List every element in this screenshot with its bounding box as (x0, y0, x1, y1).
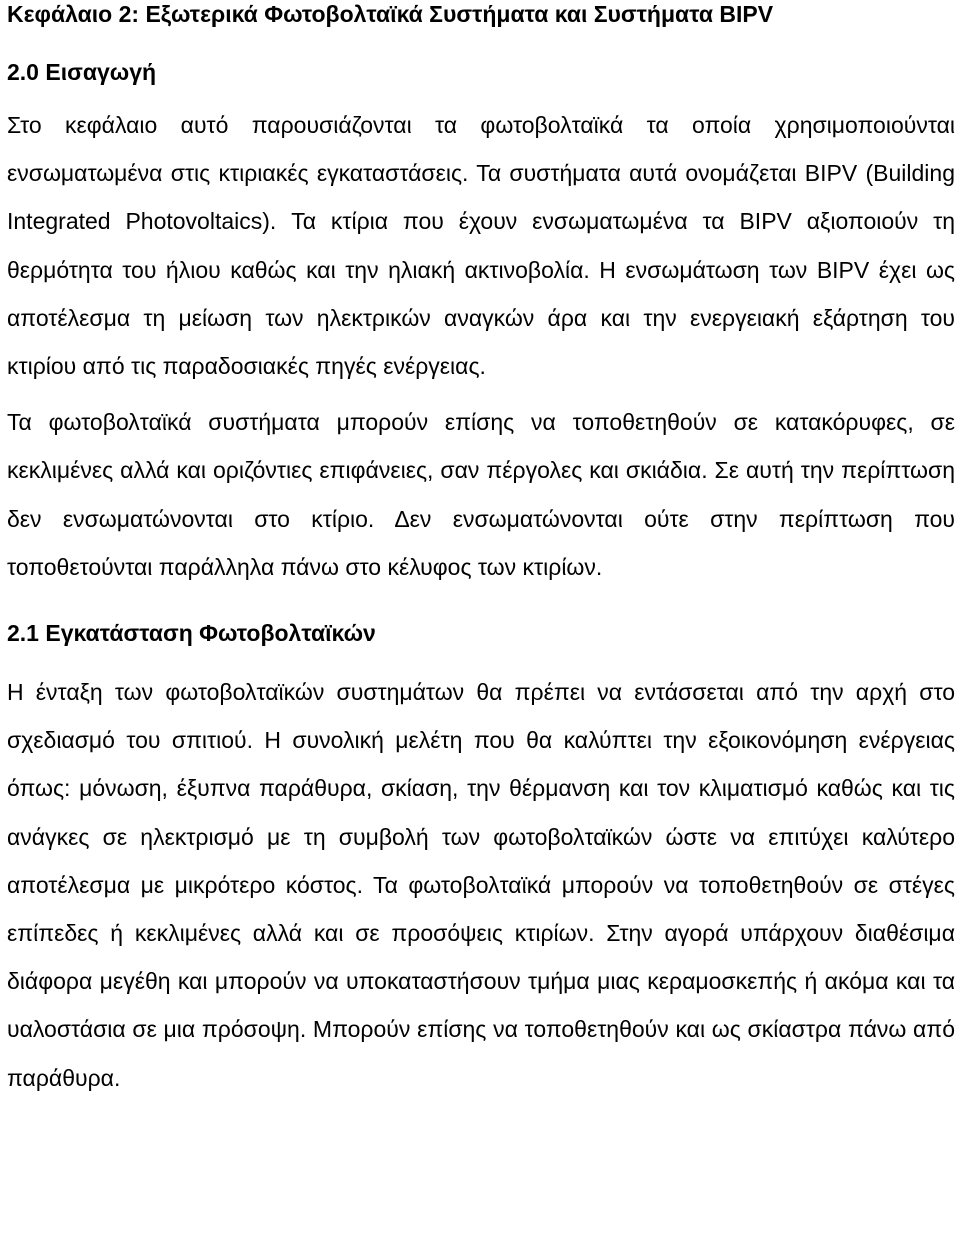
intro-paragraph-1: Στο κεφάλαιο αυτό παρουσιάζονται τα φωτοβολταϊκά τα οποία χρησιμοποιούνται ενσωματωμένα στις κτιριακές εγκαταστάσεις. Τα συστήματα αυτά ονομάζεται BIPV (Building Integrated Photovoltaics). Τα κτίρια που έχουν ενσωματωμένα τα BIPV αξιοποιούν τη θερμότητα του ήλιου καθώς και την ηλιακή ακτινοβολία. Η ενσωμάτωση των BIPV έχει ως αποτέλεσμα τη μείωση των ηλεκτρικών αναγκών άρα και την ενεργειακή εξάρτηση του κτιρίου από τις παραδοσιακές πηγές ενέργειας. (7, 112, 955, 380)
chapter-title: Κεφάλαιο 2: Εξωτερικά Φωτοβολταϊκά Συστήματα και Συστήματα BIPV (7, 1, 774, 27)
document-page (7, 0, 955, 1102)
install-paragraph: Η ένταξη των φωτοβολταϊκών συστημάτων θα πρέπει να εντάσσεται από την αρχή στο σχεδιασμό του σπιτιού. Η συνολική μελέτη που θα καλύπτει την εξοικονόμηση ενέργειας όπως: μόνωση, έξυπνα παράθυρα, σκίαση, την θέρμανση και τον κλιματισμό καθώς και τις ανάγκες σε ηλεκτρισμό με τη συμβολή των φωτοβολταϊκών ώστε να επιτύχει καλύτερο αποτέλεσμα με μικρότερο κόστος. Τα φωτοβολταϊκά μπορούν να τοποθετηθούν σε στέγες επίπεδες ή κεκλιμένες αλλά και σε προσόψεις κτιρίων. Στην αγορά υπάρχουν διαθέσιμα διάφορα μεγέθη και μπορούν να υποκαταστήσουν τμήμα μιας κεραμοσκεπής ή ακόμα και τα υαλοστάσια σε μια πρόσοψη. Μπορούν επίσης να τοποθετηθούν και ως σκίαστρα πάνω από παράθυρα. (7, 679, 955, 1091)
intro-heading: 2.0 Εισαγωγή (7, 59, 157, 85)
intro-paragraph-2: Τα φωτοβολταϊκά συστήματα μπορούν επίσης να τοποθετηθούν σε κατακόρυφες, σε κεκλιμένες αλλά και οριζόντιες επιφάνειες, σαν πέργολες και σκιάδια. Σε αυτή την περίπτωση δεν ενσωματώνονται στο κτίριο. Δεν ενσωματώνονται ούτε στην περίπτωση που τοποθετούνται παράλληλα πάνω στο κέλυφος των κτιρίων. (7, 409, 955, 580)
install-heading: 2.1 Εγκατάσταση Φωτοβολταϊκών (7, 620, 376, 647)
